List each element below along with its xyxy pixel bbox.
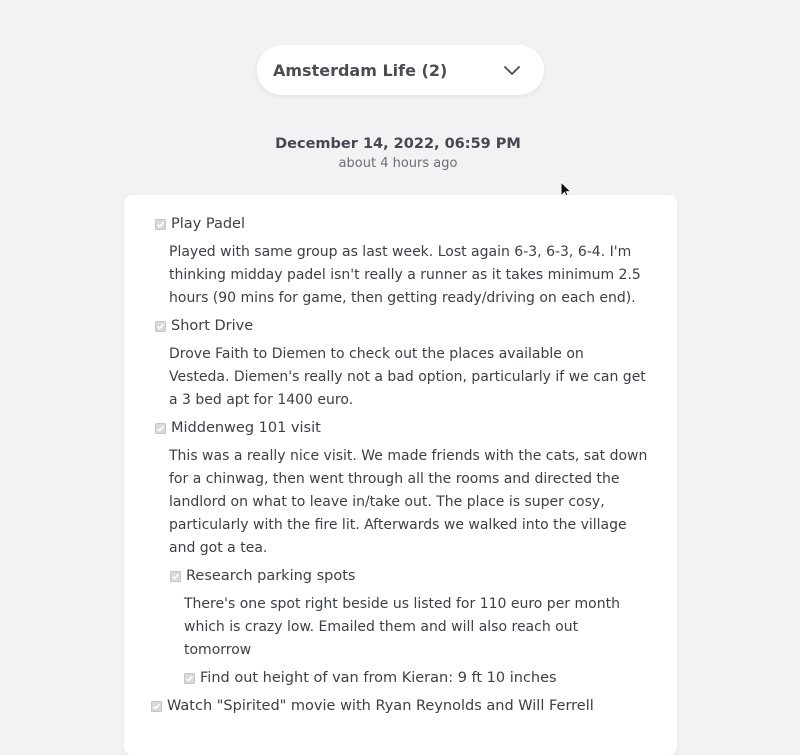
todo-note: [169, 343, 646, 412]
todo-title: Middenweg 101 visit: [171, 420, 321, 436]
todo-item[interactable]: [155, 317, 253, 335]
todo-title: Play Padel: [171, 216, 245, 232]
todo-note: [169, 241, 641, 310]
note-line: This was a really nice visit. We made friends with the cats, sat down: [169, 448, 648, 464]
todo-item-nested[interactable]: [170, 567, 355, 585]
note-line: for a chinwag, then went through all the rooms and directed the: [169, 471, 620, 487]
note-line: landlord on what to leave in/take out. The place is super cosy,: [169, 494, 605, 510]
todo-title: Find out height of van from Kieran: 9 ft 10 inches: [200, 670, 557, 686]
chevron-down-icon[interactable]: [502, 60, 522, 80]
todo-item[interactable]: [155, 215, 245, 233]
todo-note: [184, 593, 620, 662]
note-line: and got a tea.: [169, 540, 268, 556]
note-line: Vesteda. Diemen's really not a bad option, particularly if we can get: [169, 369, 646, 385]
todo-item-nested[interactable]: [184, 669, 557, 687]
checkbox-checked-icon[interactable]: [155, 321, 166, 332]
note-line: particularly with the fire lit. Afterwards we walked into the village: [169, 517, 627, 533]
todo-item[interactable]: [155, 419, 321, 437]
checkbox-checked-icon[interactable]: [184, 673, 195, 684]
entry-relative-time: about 4 hours ago: [338, 156, 458, 171]
journal-selector[interactable]: [257, 45, 544, 95]
checkbox-checked-icon[interactable]: [155, 219, 166, 230]
todo-title: Research parking spots: [186, 568, 356, 584]
todo-title: Short Drive: [171, 318, 254, 334]
checkbox-checked-icon[interactable]: [170, 571, 181, 582]
checkbox-checked-icon[interactable]: [155, 423, 166, 434]
entry-date: December 14, 2022, 06:59 PM: [275, 136, 521, 152]
note-line: There's one spot right beside us listed for 110 euro per month: [184, 596, 620, 612]
note-line: Played with same group as last week. Lost again 6-3, 6-3, 6-4. I'm: [169, 244, 632, 260]
checkbox-checked-icon[interactable]: [151, 701, 162, 712]
note-line: which is crazy low. Emailed them and will also reach out: [184, 619, 579, 635]
note-line: tomorrow: [184, 642, 252, 658]
entry-date-header: [0, 134, 796, 174]
todo-item[interactable]: [151, 697, 594, 715]
journal-selector-label: Amsterdam Life (2): [273, 60, 448, 80]
todo-title: Watch "Spirited" movie with Ryan Reynolds and Will Ferrell: [167, 698, 594, 714]
note-line: a 3 bed apt for 1400 euro.: [169, 392, 354, 408]
note-line: hours (90 mins for game, then getting ready/driving on each end).: [169, 290, 636, 306]
note-line: Drove Faith to Diemen to check out the places available on: [169, 346, 584, 362]
todo-note: [169, 445, 647, 560]
note-line: thinking midday padel isn't really a runner as it takes minimum 2.5: [169, 267, 641, 283]
